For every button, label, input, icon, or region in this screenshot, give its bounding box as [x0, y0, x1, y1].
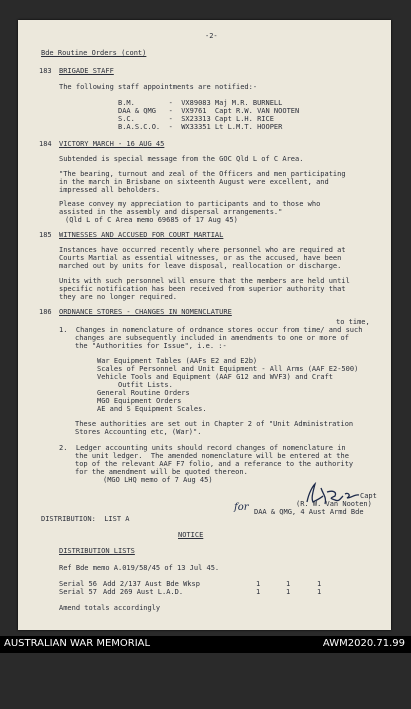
document-heading: Bde Routine Orders (cont)	[41, 49, 147, 57]
section-line: the unit ledger. The amended nomenclature will be entered at the	[75, 452, 349, 460]
signatory-appointment: DAA & QMG, 4 Aust Armd Bde	[254, 508, 364, 516]
authority-item: MGO Equipment Orders	[97, 397, 182, 405]
section-line: top of the relevant AAF F7 folio, and a referance to the authority	[75, 460, 354, 468]
section-line: Stores Accounting etc, (War)".	[75, 428, 202, 436]
footer-accession-number: AWM2020.71.99	[322, 638, 405, 649]
serial-count: 1	[286, 588, 291, 596]
serial-count: 1	[256, 580, 261, 588]
authority-item: AE and S Equipment Scales.	[97, 405, 207, 413]
serial-count: 1	[286, 580, 291, 588]
distribution-line: DISTRIBUTION: LIST A	[41, 515, 130, 523]
handwritten-for: for	[234, 502, 249, 513]
section-line: Subtended is special message from the GOC Qld L of C Area.	[59, 155, 304, 163]
section-line: Instances have occurred recently where personnel who are required at	[59, 246, 346, 254]
section-line: specific notification has been received from superior authority that	[59, 285, 346, 293]
section-line: impressed all beholders.	[59, 186, 161, 194]
notice-heading: NOTICE	[178, 531, 204, 539]
authority-item: War Equipment Tables (AAFs E2 and E2b)	[97, 357, 258, 365]
page-number: -2-	[205, 32, 218, 40]
serial-label: Serial 56	[59, 580, 97, 588]
section-number: 186	[39, 308, 52, 316]
section-line: the "Authorities for Issue", i.e. :-	[75, 342, 227, 350]
serial-count: 1	[256, 588, 261, 596]
authority-item: Vehicle Tools and Equipment (AAF G12 and WVF3) and Craft	[97, 373, 334, 381]
document-page	[18, 20, 391, 630]
staff-line: S.C. - SX23313 Capt L.H. RICE	[118, 115, 274, 123]
section-line: "The bearing, turnout and zeal of the Officers and men participating	[59, 170, 346, 178]
section-title: WITNESSES AND ACCUSED FOR COURT MARTIAL	[59, 231, 224, 239]
section-number: 184	[39, 140, 52, 148]
section-number: 185	[39, 231, 52, 239]
closing-line: Amend totals accordingly	[59, 604, 161, 612]
section-title: ORDNANCE STORES - CHANGES IN NOMENCLATURE	[59, 308, 232, 316]
section-line: they are no longer required.	[59, 293, 178, 301]
authority-item: Outfit Lists.	[118, 381, 173, 389]
authority-item: General Routine Orders	[97, 389, 190, 397]
section-line: These authorities are set out in Chapter 2 of "Unit Administration	[75, 420, 354, 428]
document-body	[18, 20, 391, 630]
section-title: VICTORY MARCH - 16 AUG 45	[59, 140, 165, 148]
insertion-note: to time,	[336, 318, 370, 326]
section-line: assisted in the assembly and dispersal arrangements."	[59, 208, 283, 216]
serial-count: 1	[317, 588, 322, 596]
serial-label: Serial 57	[59, 588, 97, 596]
section-line: Please convey my appreciation to participants and to those who	[59, 200, 321, 208]
section-line: The following staff appointments are notified:-	[59, 83, 258, 91]
section-line: changes are subsequently included in amendments to one or more of	[75, 334, 349, 342]
section-line: in the march in Brisbane on sixteenth August were excellent, and	[59, 178, 329, 186]
authority-item: Scales of Personnel and Unit Equipment - All Arms (AAF E2-500)	[97, 365, 359, 373]
section-line: for the amendment will be quoted thereon.	[75, 468, 248, 476]
section-line: (MGO LHQ memo of 7 Aug 45)	[103, 476, 213, 484]
handwritten-signature	[276, 472, 346, 500]
staff-line: DAA & QMG - VX9761 Capt R.W. VAN NOOTEN	[118, 107, 300, 115]
staff-line: B.M. - VX89083 Maj M.R. BURNELL	[118, 99, 283, 107]
signatory-rank: Capt	[360, 492, 377, 500]
section-title: BRIGADE STAFF	[59, 67, 114, 75]
staff-line: B.A.S.C.O. - WX33351 Lt L.M.T. HOOPER	[118, 123, 283, 131]
footer-institution: AUSTRALIAN WAR MEMORIAL	[4, 638, 151, 649]
section-line: Units with such personnel will ensure that the members are held until	[59, 277, 350, 285]
section-line: 1. Changes in nomenclature of ordnance stores occur from time/ and such	[59, 326, 363, 334]
serial-count: 1	[317, 580, 322, 588]
distribution-lists-title: DISTRIBUTION LISTS	[59, 547, 135, 555]
section-line: Courts Martial as essential witnesses, or as the accused, have been	[59, 254, 342, 262]
section-number: 183	[39, 67, 52, 75]
section-line: (Qld L of C Area memo 69685 of 17 Aug 45)	[65, 216, 238, 224]
serial-text: Add 2/137 Aust Bde Wksp	[103, 580, 200, 588]
serial-text: Add 269 Aust L.A.D.	[103, 588, 184, 596]
section-line: marched out by units for leave disposal, reallocation or discharge.	[59, 262, 342, 270]
archive-footer	[0, 636, 411, 653]
signatory-name: (R. W. Van Nooten)	[296, 500, 372, 508]
section-line: 2. Ledger accounting units should record changes of nomenclature in	[59, 444, 346, 452]
distribution-reference: Ref Bde memo A.019/58/45 of 13 Jul 45.	[59, 564, 220, 572]
